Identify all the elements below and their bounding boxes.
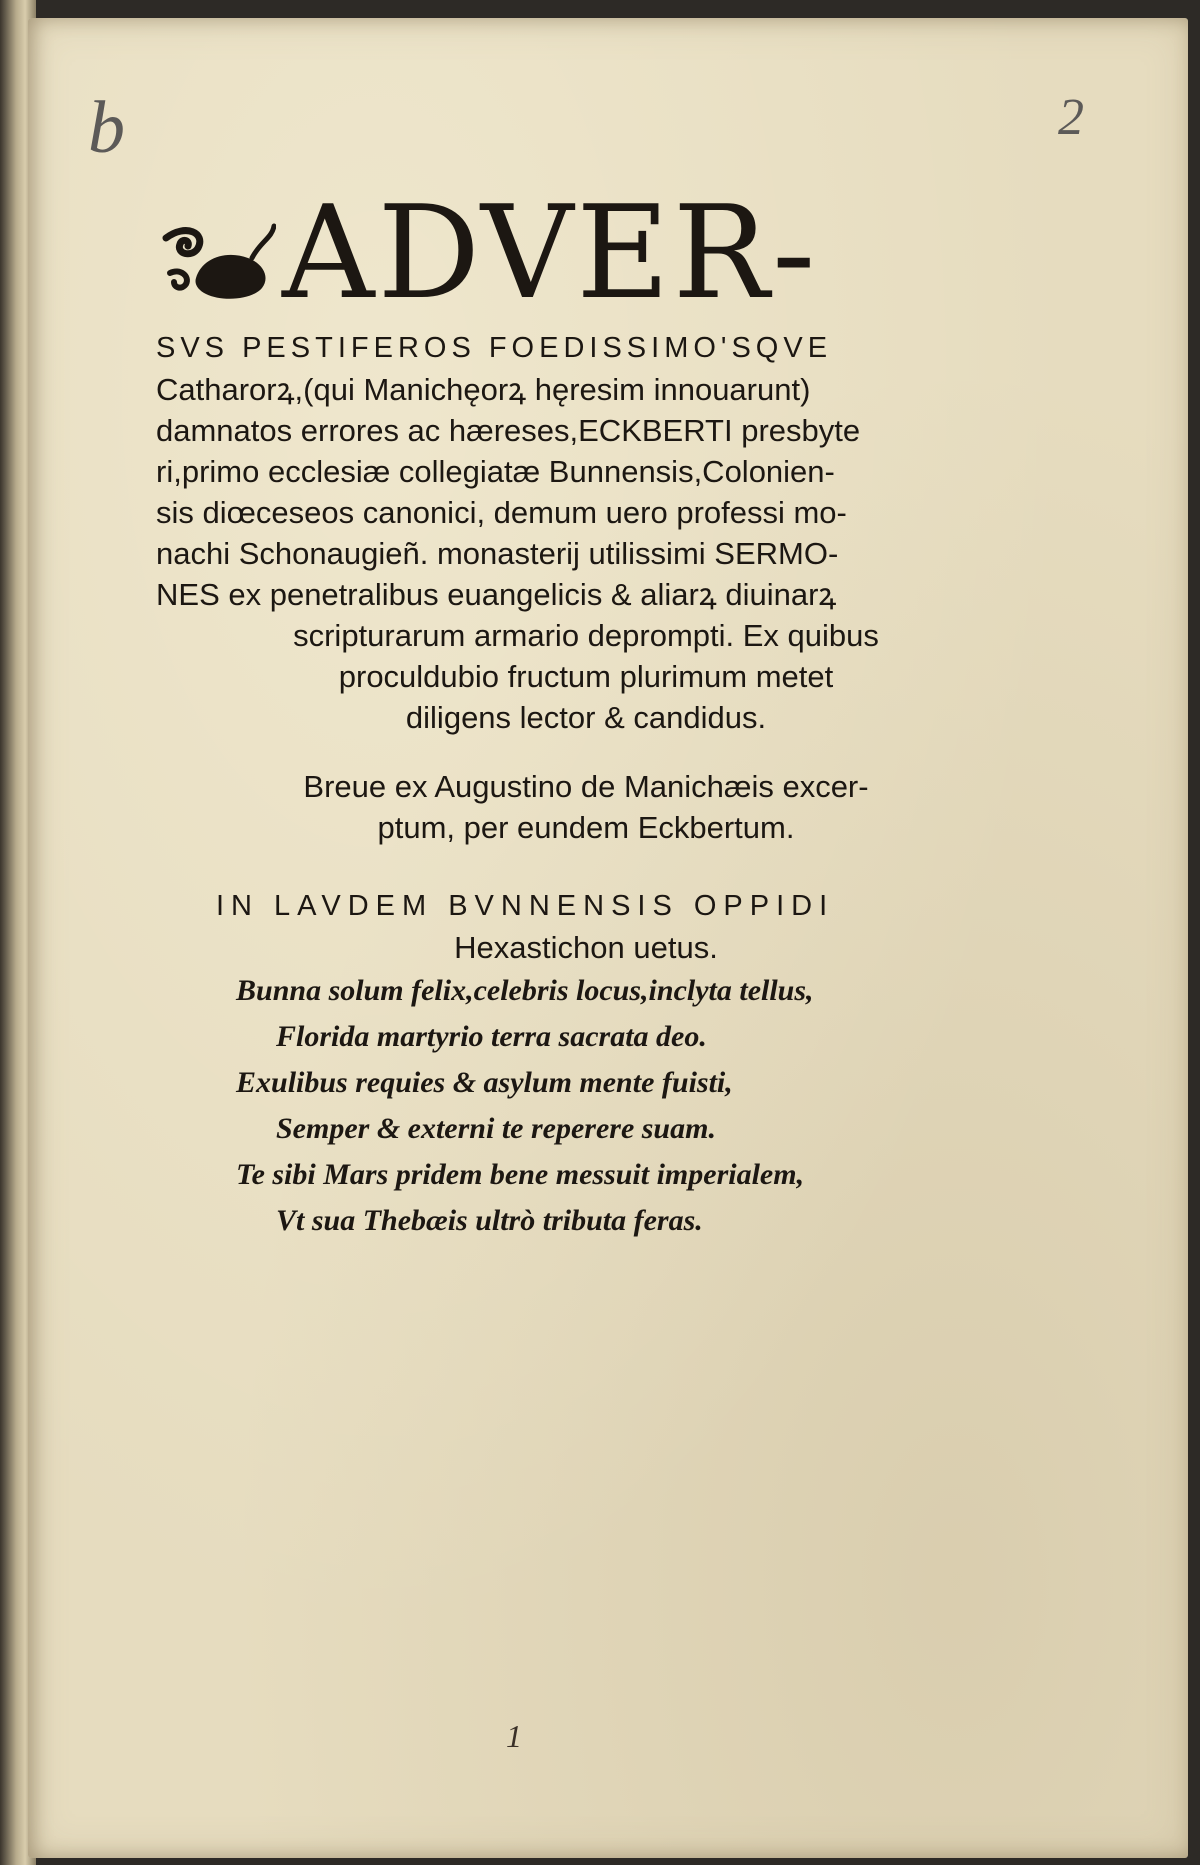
text-line: damnatos errores ac hæreses,ECKBERTI presbyte (156, 413, 861, 448)
verse-line: Te sibi Mars pridem bene messuit imperialem, (236, 1158, 805, 1191)
text-line: NES ex penetralibus euangelicis & aliarꝝ diuinarꝝ (156, 577, 837, 612)
verse-line: Vt sua Thebæis ultrò tributa feras. (276, 1204, 703, 1237)
margin-note-left: b (88, 87, 125, 169)
verse-line: Exulibus requies & asylum mente fuisti, (236, 1066, 733, 1099)
text-line: scripturarum armario deprompti. Ex quibus (293, 618, 879, 653)
book-page (28, 18, 1188, 1858)
text-line: sis diœceseos canonici, demum uero professi mo- (156, 495, 847, 530)
poem-heading: IN LAVDEM BVNNENSIS OPPIDI (216, 890, 835, 922)
page-number-handwritten: 2 (1058, 89, 1084, 146)
title-heading (156, 168, 1016, 328)
poem (156, 886, 1016, 1244)
text-line: SVS PESTIFEROS FOEDISSIMO'SQVE (156, 332, 833, 364)
text-line: nachi Schonaugieñ. monasterij utilissimi SERMO- (156, 536, 839, 571)
title-word: ADVER- (282, 179, 819, 328)
signature-mark: 1 (506, 1718, 522, 1754)
poem-subheading: Hexastichon uetus. (454, 930, 718, 965)
excerpt-note (156, 766, 1016, 848)
main-text (156, 328, 1016, 738)
text-line: ri,primo ecclesiæ collegiatæ Bunnensis,Colonien- (156, 454, 835, 489)
text-line: diligens lector & candidus. (405, 700, 767, 735)
verse-line: Florida martyrio terra sacrata deo. (276, 1020, 707, 1053)
excerpt-line: Breue ex Augustino de Manichæis excer- (303, 769, 869, 804)
text-line: proculdubio fructum plurimum metet (338, 659, 834, 694)
fleuron-icon (156, 218, 276, 308)
verse-line: Bunna solum felix,celebris locus,inclyta tellus, (236, 974, 814, 1007)
text-line: Catharorꝝ,(qui Manichęorꝝ hęresim innouarunt) (156, 372, 811, 407)
page-content (156, 168, 1016, 1244)
excerpt-line: ptum, per eundem Eckbertum. (377, 810, 795, 845)
verse-line: Semper & externi te reperere suam. (276, 1112, 716, 1145)
